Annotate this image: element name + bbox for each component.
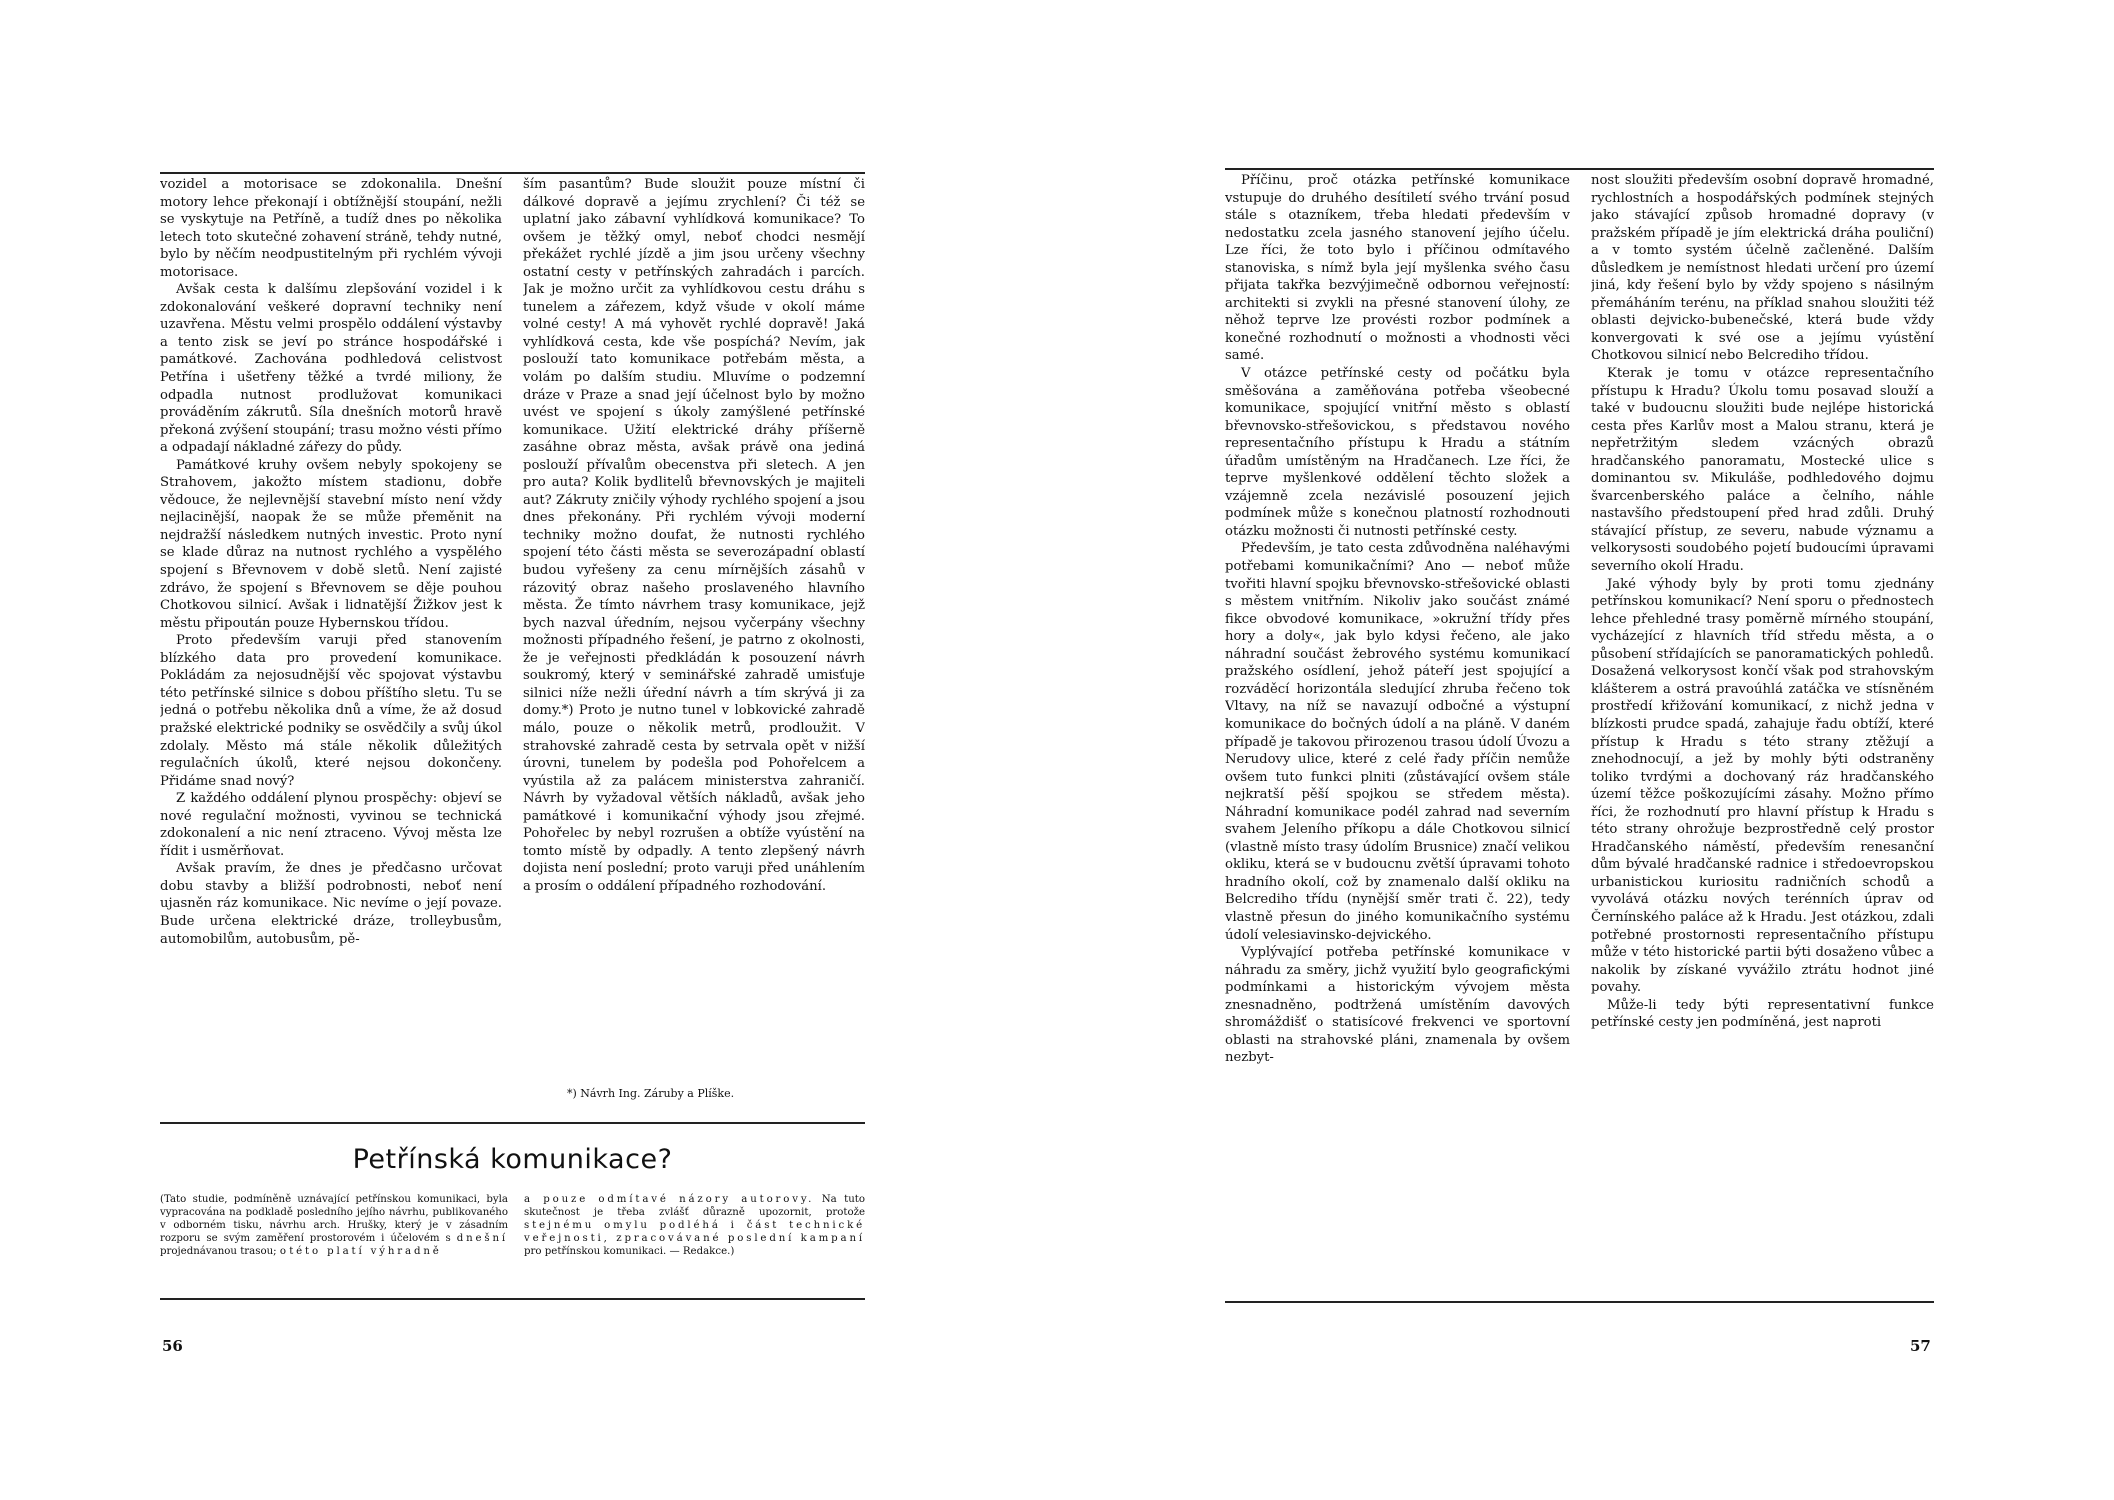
editorial-note-text: projednávanou trasou; o [160, 1246, 286, 1258]
editorial-note-spaced: dnešní [456, 1233, 508, 1245]
editorial-note-spaced: stejnému omylu podléhá i část technické veřejnosti, zpracovávané poslední kampaní [524, 1220, 865, 1245]
paragraph: Vyplývající potřeba petřínské komunikace v náhradu za směry, jichž využití bylo geografickými podmínkami a historickým vývojem města znesnadněno, podtržená umístěním davových shromáždišť o statisícové frekvenci ve sportovní oblasti na strahovské pláni, znamenala by ovšem nezbyt- [1225, 945, 1570, 1066]
editorial-note-spaced: této platí výhradně [289, 1246, 442, 1258]
article-column-1 [1225, 172, 1570, 1300]
paragraph: Kterak je tomu v otázce representačního přístupu k Hradu? Úkolu tomu posavad slouží a také v budoucnu sloužiti bude nejlépe historická cesta přes Karlův most a Malou stranu, která je nepřetržitým sledem vzácných obrazů hradčanského panoramatu, Mostecké ulice s dominantou sv. Mikuláše, podhledového dojmu švarcenberského paláce a čelního, náhle nastavšího předstoupení před hrad zdůli. Druhý stávající přístup, ze severu, nabude významu a velkorysosti soudobého pojetí budoucími úpravami severního okolí Hradu. [1591, 366, 1934, 575]
top-rule [1225, 168, 1934, 170]
editorial-note-text: pro petřínskou komunikaci. — Redakce.) [524, 1246, 735, 1258]
right-page [1057, 0, 2114, 1500]
paragraph: Jaké výhody byly by proti tomu zjednány petřínskou komunikací? Není sporu o přednostech lehce přehledné trasy poměrně mírného stoupání, vycházející z hlavních tříd středu města, a o působení střídajících se panoramatických pohledů. Dosažená velkorysost končí však pod strahovským klášterem a ostrá pravoúhlá zatáčka ve stísněném prostředí křižování komunikací, z nichž jedna v blízkosti prudce spadá, zahajuje řadu obtíží, které přístup k Hradu s této strany ztěžují a znehodnocují, a jež by mohly býti odstraněny toliko tvrdými a dochovaný ráz hradčanského území těžce poškozujícími zásahy. Možno přímo říci, že rozhodnutí pro hlavní přístup k Hradu s této strany ohrožuje bezprostředně celý prostor Hradčanského náměstí, především renesanční dům bývalé hradčanské radnice i středoevropskou urbanistickou kuriositu radničních schodů a vyvolává otázku nových terénních úprav od Černínského paláce až k Hradu. Jest otázkou, zdali potřebné prostornosti representačního přístupu může v této historické partii býti dosaženo vůbec a nakolik by získané vyvážilo ztrátu hodnot jiné povahy. [1591, 576, 1934, 996]
paragraph: Příčinu, proč otázka petřínské komunikace vstupuje do druhého desítiletí svého trvání posud stále s otazníkem, třeba hledati především v nedostatku zcela jasného stanovení jejího účelu. Lze říci, že toto bylo i příčinou odmítavého stanoviska, s nímž byla její myšlenka svého času přijata takřka bezvýjimečně odbornou veřejností: architekti si zvykli na přesné stanovení úlohy, ze něhož teprve lze provésti rozbor podmínek a konečné rozhodnutí o možnosti a vhodnosti věci samé. [1225, 173, 1570, 364]
paragraph: ším pasantům? Bude sloužit pouze místní či dálkové dopravě a jejímu zrychlení? Či též se uplatní jako zábavní vyhlídková komunikace? To ovšem je těžký omyl, neboť chodci nesmějí překážet rychlé jízdě a jim jsou určeny všechny ostatní cesty v petřínských zahradách i parcích. Jak je možno určit za vyhlídkovou cestu dráhu s tunelem a zářezem, když všude v okolí máme volné cesty! A má vyhovět rychlé dopravě! Jaká vyhlídková cesta, kde vše pospíchá? Nevím, jak poslouží tato komunikace potřebám města, a volám po dalším studiu. Mluvíme o podzemní dráze v Praze a snad její účelnost bylo by možno uvést ve spojení s úkoly zamýšlené petřínské komunikace. Užití elektrické dráhy příšerně zasáhne obraz města, avšak právě ona jediná poslouží přívalům obecenstva při sletech. A jen pro auta? Kolik bydlitelů břevnovských je majiteli aut? Zákruty zničily výhody rychlého spojení a jsou dnes překonány. Při rychlém vývoji moderní techniky možno doufat, že nutnosti rychlého spojení této části města se severozápadní oblastí budou vyřešeny za cenu mírnějších zásahů v rázovitý obraz našeho proslaveného hlavního města. Že tímto návrhem trasy komunikace, jejž bych nazval úředním, nejsou vyčerpány všechny možnosti případného řešení, je patrno z okolnosti, že je veřejnosti předkládán k posouzení návrh soukromý, který v seminářské zahradě umisťuje silnici níže nežli úřední návrh a tím skrývá ji za domy.*) Proto je nutno tunel v lobkovické zahradě málo, pouze o několik metrů, prodloužit. V strahovské zahradě cesta by setrvala opět v nižší úrovni, tunelem by podešla pod Pohořelcem a vyústila až za palácem ministerstva zahraničí. Návrh by vyžadoval větších nákladů, avšak jeho památkové i komunikační výhody jsou zřejmé. Pohořelec by nebyl rozrušen a obtíže vyústění na tomto místě by odpadly. A tento zlepšený návrh dojista není poslední; proto varuji před unáhlením a prosím o oddálení případného rozhodování. [523, 177, 865, 894]
paragraph: Z každého oddálení plynou prospěchy: objeví se nové regulační možnosti, vyvinou se technická zdokonalení a nic není ztraceno. Vývoj města lze řídit i usměrňovat. [160, 791, 502, 859]
paragraph: Památkové kruhy ovšem nebyly spokojeny se Strahovem, jakožto místem stadionu, dobře vědouce, že nejlevnější stavební místo není vždy nejlacinější, naopak že se může přeměnit na nejdražší následkem nutných investic. Proto nyní se klade důraz na nutnost rychlého a vyspělého spojení s Břevnovem v době sletů. Není zajisté zdrávo, že spojení s Břevnovem se děje pouhou Chotkovou silnicí. Avšak i lidnatější Žižkov jest k městu připoután pouze Hybernskou třídou. [160, 457, 502, 631]
footnote: *) Návrh Ing. Záruby a Plíške. [567, 1087, 735, 1100]
article-title: Petřínská komunikace? [352, 1144, 673, 1175]
editorial-note-text: (Tato studie, podmíněně uznávající petřínskou komunikaci, byla vypracována na podkladě posledního jejího návrhu, publikovaného v odborném tisku, návrhu arch. Hrušky, který je v zásadním rozporu se svým zaměření prostorovém i účelovém s [160, 1194, 508, 1245]
editorial-note-spaced: a pouze odmítavé názory autorovy. [524, 1194, 815, 1205]
paragraph: V otázce petřínské cesty od počátku byla směšována a zaměňována potřeba všeobecné komunikace, spojující vnitřní město s oblastí břevnovsko-střešovickou, s představou nového representačního přístupu k Hradu a státním úřadům umístěným na Hradčanech. Lze říci, že teprve myšlenkové oddělení těchto složek a vzájemně zcela nezávislé posouzení jejich podmínek může s konečnou platností rozhodnouti otázku možnosti či nutnosti petřínské cesty. [1225, 366, 1570, 539]
paragraph: Avšak pravím, že dnes je předčasno určovat dobu stavby a bližší podrobnosti, neboť není ujasněn ráz komunikace. Nic nevíme o její povaze. Bude určena elektrické dráze, trolleybusům, automobilům, autobusům, pě- [160, 861, 502, 947]
paragraph: Může-li tedy býti representativní funkce petřínské cesty jen podmíněná, jest naproti [1591, 997, 1934, 1031]
editorial-note-col-1 [160, 1193, 508, 1293]
page-number: 57 [1910, 1337, 1931, 1355]
paragraph: nost sloužiti především osobní dopravě hromadné, rychlostních a hospodářských podmínek stejných jako stávající způsob hromadné dopravy (v pražském případě je jím elektrická dráha pouliční) a v tomto systém účelně začleněné. Dalším důsledkem je nemístnost hledati určení pro území jiná, kdy řešení bylo by vždy spojeno s násilným přemáháním terénu, na příklad snahou sloužiti též oblasti dejvicko-bubenečské, která bude vždy konvergovati k své ose a jejímu vyústění Chotkovou silnicí nebo Belcrediho třídou. [1591, 173, 1934, 364]
article-column-2 [523, 176, 865, 1083]
paragraph: Proto především varuji před stanovením blízkého data pro provedení komunikace. Pokládám za nejosudnější věc spojovat výstavbu této petřínské silnice s dobou příštího sletu. Tu se jedná o potřebu několika dnů a víme, že až dosud pražské elektrické podniky se osvědčily a svůj úkol zdolaly. Město má stále několik důležitých regulačních úkolů, které nejsou dokončeny. Přidáme snad nový? [160, 633, 502, 789]
article-column-1 [160, 176, 502, 1121]
paragraph: Především, je tato cesta zdůvodněna naléhavými potřebami komunikačními? Ano — neboť může tvořiti hlavní spojku břevnovsko-střešovické oblasti s městem vnitřním. Nikoliv jako součást známé fikce obvodové komunikace, »okružní třídy přes hory a doly«, jak bylo kdysi řečeno, ale jako náhradní součást žebrového systému komunikací pražského osídlení, jehož páteří jest spojující a rozváděcí horizontála sledující zhruba řečeno tok Vltavy, na níž se navazují odbočné a výstupní komunikace do bočných údolí a na pláně. V daném případě je takovou přirozenou trasou údolí Úvozu a Nerudovy ulice, které z celé řady příčin nemůže ovšem tuto funkci plniti (zůstávající ovšem stále nejkratší pěší spojkou se středem města). Náhradní komunikace podél zahrad nad severním svahem Jeleního příkopu a dále Chotkovou silnicí (vlastně místo trasy údolím Brusnice) značí velikou okliku, která se v budoucnu zvětší úpravami tohoto hradního okolí, což by znamenalo další okliku na Belcrediho třídu (nynější směr trati č. 22), tedy vlastně přesun do jiného komunikačního systému údolí velesiavinsko-dejvického. [1225, 541, 1570, 943]
bottom-rule [1225, 1301, 1934, 1303]
editorial-note-col-2 [524, 1193, 865, 1293]
page-number: 56 [162, 1337, 183, 1355]
mid-rule [160, 1122, 865, 1124]
top-rule [160, 172, 865, 174]
paragraph: Avšak cesta k dalšímu zlepšování vozidel i k zdokonalování veškeré dopravní techniky není uzavřena. Městu velmi prospělo oddálení výstavby a tento zisk se jeví po stránce hospodářské i památkové. Zachována podhledová celistvost Petřína i ušetřeny těžké a tvrdé miliony, že odpadla nutnost prodlužovat komunikaci prováděním zákrutů. Síla dnešních motorů hravě překoná zvýšení stoupání; trasu možno vésti přímo a odpadají nákladné zářezy do půdy. [160, 282, 502, 456]
bottom-rule [160, 1298, 865, 1300]
editorial-note-text: Na tuto skutečnost je třeba zvlášť důrazně upozornit, protože [524, 1194, 865, 1219]
paragraph: vozidel a motorisace se zdokonalila. Dnešní motory lehce překonají i obtížnější stoupání, nežli se vyskytuje na Petříně, a tudíž dnes po několika letech toto skutečné zohavení stráně, tehdy nutné, bylo by něčím neodpustitelným při rychlém vývoji motorisace. [160, 177, 502, 280]
article-column-2 [1591, 172, 1934, 1300]
